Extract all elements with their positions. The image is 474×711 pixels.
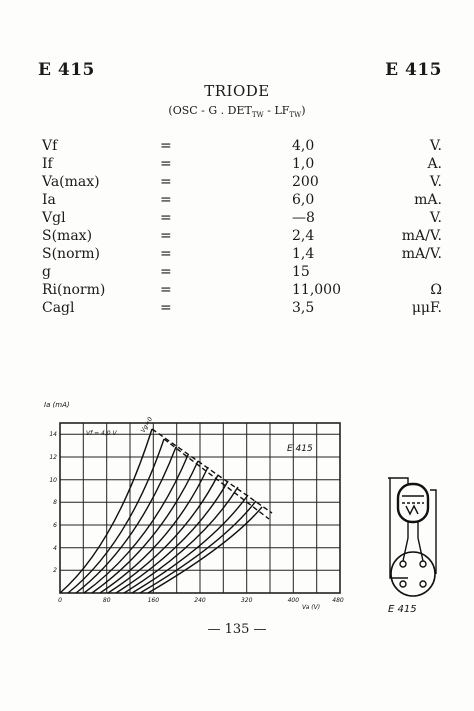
spec-value: 200 <box>292 174 319 190</box>
vg-annotation: Vg=0 <box>139 415 155 434</box>
spec-value: 1,0 <box>292 156 315 172</box>
spec-unit: Ω <box>430 282 442 298</box>
graph-tag: E 415 <box>287 444 313 454</box>
subtitle-part: ) <box>301 104 306 117</box>
spec-row <box>42 263 442 281</box>
tube-base-diagram <box>378 470 448 620</box>
pin-icon <box>400 581 406 587</box>
y-tick: 2 <box>53 567 57 574</box>
x-tick: 0 <box>58 597 62 604</box>
spec-value: 4,0 <box>292 138 315 154</box>
spec-equals: = <box>160 264 172 280</box>
spec-row <box>42 209 442 227</box>
spec-unit: mA. <box>414 192 442 208</box>
graph-curves <box>60 429 262 593</box>
spec-symbol: S(norm) <box>42 246 100 262</box>
tube-code-left: E 415 <box>38 60 95 80</box>
page-title: TRIODE <box>204 82 270 100</box>
spec-equals: = <box>160 246 172 262</box>
subtitle-sub: TW <box>289 111 302 120</box>
spec-value: 2,4 <box>292 228 315 244</box>
spec-row <box>42 137 442 155</box>
spec-symbol: Ia <box>42 192 56 208</box>
spec-value: 6,0 <box>292 192 315 208</box>
spec-symbol: S(max) <box>42 228 93 244</box>
pin-icon <box>400 561 406 567</box>
spec-row <box>42 191 442 209</box>
tube-code-right: E 415 <box>385 60 442 80</box>
wire-top <box>388 478 408 484</box>
spec-unit: μμF. <box>411 300 442 316</box>
pin-leads <box>403 538 423 561</box>
spec-symbol: g <box>42 264 51 280</box>
y-tick: 14 <box>49 431 57 438</box>
x-tick: 160 <box>147 597 160 604</box>
spec-symbol: Va(max) <box>42 174 100 190</box>
spec-row <box>42 155 442 173</box>
page-subtitle <box>0 104 474 119</box>
spec-value: 3,5 <box>292 300 315 316</box>
spec-value: —8 <box>292 210 315 226</box>
spec-equals: = <box>160 300 172 316</box>
spec-value: 11,000 <box>292 282 341 298</box>
subtitle-part: (OSC - G . DET <box>168 104 252 117</box>
pin-icon <box>420 561 426 567</box>
spec-unit: V. <box>429 174 442 190</box>
spec-equals: = <box>160 210 172 226</box>
spec-equals: = <box>160 228 172 244</box>
spec-row <box>42 281 442 299</box>
spec-value: 15 <box>292 264 310 280</box>
spec-symbol: Cagl <box>42 300 75 316</box>
vf-annotation: Vf = 4,0 V <box>86 430 117 437</box>
subtitle-part: - LF <box>263 104 290 117</box>
spec-equals: = <box>160 192 172 208</box>
x-tick: 480 <box>332 597 344 604</box>
spec-row <box>42 173 442 191</box>
y-tick: 6 <box>53 522 57 529</box>
x-tick-labels <box>58 597 344 604</box>
spec-row <box>42 227 442 245</box>
y-tick: 4 <box>53 545 57 552</box>
socket-icon <box>391 552 435 596</box>
spec-unit: mA/V. <box>401 228 442 244</box>
spec-unit: A. <box>427 156 442 172</box>
spec-symbol: If <box>42 156 53 172</box>
x-tick: 400 <box>287 597 300 604</box>
pin-icon <box>420 581 426 587</box>
x-tick: 240 <box>194 597 206 604</box>
spec-unit: mA/V. <box>401 246 442 262</box>
spec-symbol: Vgl <box>42 210 66 226</box>
y-tick: 10 <box>49 477 57 484</box>
x-tick: 320 <box>240 597 253 604</box>
spec-equals: = <box>160 174 172 190</box>
y-tick: 8 <box>53 499 57 506</box>
spec-row <box>42 299 442 317</box>
spec-equals: = <box>160 156 172 172</box>
spec-symbol: Vf <box>42 138 58 154</box>
page-number: — 135 — <box>207 622 267 637</box>
spec-value: 1,4 <box>292 246 315 262</box>
subtitle-sub: TW <box>251 111 264 120</box>
spec-row <box>42 245 442 263</box>
spec-equals: = <box>160 138 172 154</box>
spec-symbol: Ri(norm) <box>42 282 106 298</box>
y-tick-labels <box>49 431 57 574</box>
spec-equals: = <box>160 282 172 298</box>
y-tick: 12 <box>49 454 57 461</box>
x-axis-label: Va (V) <box>302 604 321 611</box>
x-tick: 80 <box>102 597 111 604</box>
tube-label: E 415 <box>388 604 417 615</box>
filament-icon <box>406 506 418 514</box>
leads <box>408 522 418 538</box>
spec-unit: V. <box>429 138 442 154</box>
spec-unit: V. <box>429 210 442 226</box>
y-axis-label: Ia (mA) <box>44 401 70 409</box>
characteristic-graph <box>40 395 350 620</box>
